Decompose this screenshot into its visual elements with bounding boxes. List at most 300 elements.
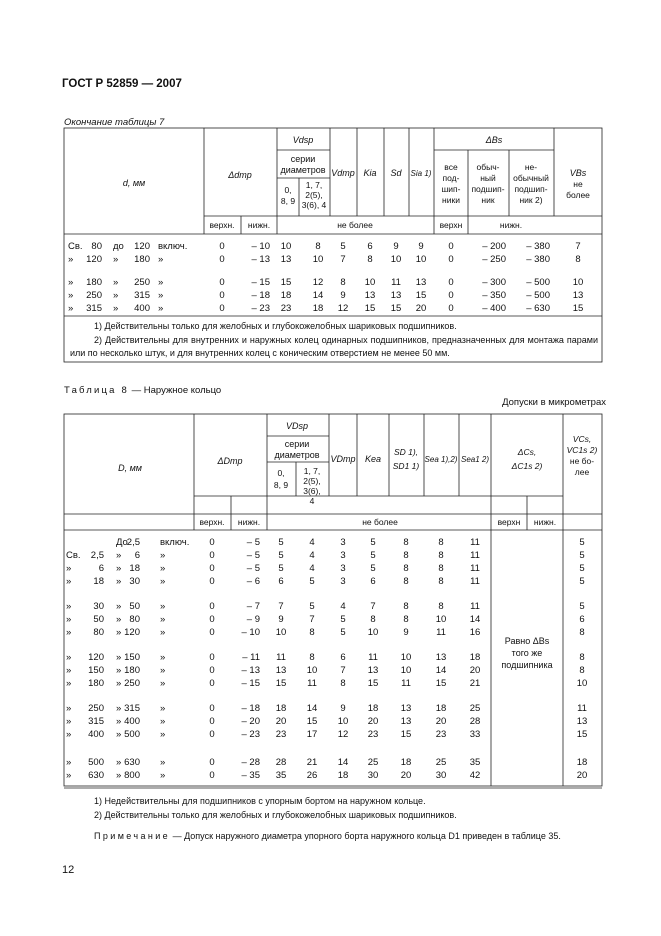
t8-cell-r3-c3: 30	[129, 576, 140, 587]
t8-cell-r12-c2: »	[116, 729, 122, 740]
t8-cell-r13-c1: 500	[88, 757, 104, 768]
t8-vcs-4: лее	[574, 467, 590, 477]
t8-cell-r7-c4: »	[160, 652, 166, 663]
t8-cell-r5-c8: 7	[309, 614, 315, 625]
t7-cell-r4-c3: 400	[134, 303, 150, 314]
t7-cell-r1-c2: »	[113, 254, 119, 265]
t7-neobych-4: ник 2)	[519, 195, 543, 205]
t8-cell-r5-c2: »	[116, 614, 122, 625]
t8-cell-r5-c0: »	[66, 614, 72, 625]
t8-cell-r10-c8: 14	[306, 703, 318, 714]
t8-cell-r8-c13: 20	[469, 665, 481, 676]
t7-cell-r0-c8: 8	[315, 241, 321, 252]
t7-cell-r2-c11: 11	[391, 277, 401, 288]
t7-cell-r4-c0: »	[68, 303, 74, 314]
t8-cell-r1-c9: 3	[340, 550, 346, 561]
t8-cell-r8-c7: 13	[275, 665, 287, 676]
t8-cell-r10-c10: 18	[367, 703, 379, 714]
t8-cell-r11-c10: 20	[367, 716, 379, 727]
t8-cell-r2-c0: »	[66, 563, 72, 574]
t7-sd: Sd	[390, 168, 402, 178]
t8-cell-r6-c3: 120	[124, 627, 140, 638]
t7-cell-r4-c12: 20	[415, 303, 427, 314]
t8-cell-r2-c14: 5	[579, 563, 585, 574]
t8-cell-r14-c3: 800	[124, 770, 140, 781]
t7-verkhn: верхн.	[209, 220, 235, 230]
t8-cell-r2-c2: »	[116, 563, 122, 574]
t8-cell-r13-c6: – 28	[241, 757, 260, 768]
t7-vse-1: все	[444, 162, 458, 172]
t8-cell-r7-c9: 6	[340, 652, 346, 663]
t7-cell-r0-c11: 9	[393, 241, 399, 252]
t8-cell-r9-c13: 21	[469, 678, 481, 689]
t8-cell-r0-c4: включ.	[160, 537, 190, 548]
t8-cell-r12-c12: 23	[435, 729, 447, 740]
t8-cell-r10-c5: 0	[209, 703, 215, 714]
t7-cell-r0-c14: – 200	[482, 241, 506, 252]
t8-cell-r6-c12: 11	[436, 627, 446, 638]
t7-cell-r3-c7: 18	[280, 290, 292, 301]
page-header: ГОСТ Р 52859 — 2007	[62, 78, 182, 90]
t7-vse-3: шип-	[441, 184, 461, 194]
t8-cell-r3-c6: – 6	[246, 576, 260, 587]
t8-cell-r14-c8: 26	[306, 770, 318, 781]
t8-series-b1: 1, 7,	[303, 466, 321, 476]
t8-cell-r1-c10: 5	[370, 550, 376, 561]
t8-cell-r4-c3: 50	[129, 601, 140, 612]
t8-cell-r11-c12: 20	[435, 716, 447, 727]
t8-cell-r7-c13: 18	[469, 652, 481, 663]
t8-cell-r6-c10: 10	[367, 627, 379, 638]
t7-cell-r0-c12: 9	[418, 241, 424, 252]
t8-vdsp: VDsp	[285, 421, 309, 431]
t7-cell-r0-c4: включ.	[158, 241, 188, 252]
t8-cell-r9-c11: 11	[401, 678, 411, 689]
t8-note	[70, 830, 598, 843]
t8-verkhn2: верхн	[497, 517, 521, 527]
t7-cell-r2-c6: – 15	[251, 277, 270, 288]
t7-cell-r3-c14: – 350	[482, 290, 506, 301]
t8-cell-r7-c14: 8	[579, 652, 585, 663]
t8-cell-r12-c7: 23	[275, 729, 287, 740]
t8-series-1: серии	[284, 439, 310, 449]
t7-series-2: диаметров	[280, 165, 326, 175]
t8-cell-r1-c8: 4	[309, 550, 315, 561]
t7-delta-bs: ΔBs	[485, 135, 503, 145]
t8-cell-r11-c14: 13	[576, 716, 588, 727]
t8-cell-r4-c14: 5	[579, 601, 585, 612]
t7-nizhn2: нижн.	[499, 220, 523, 230]
t7-cell-r3-c6: – 18	[251, 290, 270, 301]
t8-vcs-2: VC1s 2)	[566, 445, 598, 455]
t8-cell-r2-c8: 4	[309, 563, 315, 574]
t8-cell-r11-c7: 20	[275, 716, 287, 727]
t8-cell-r9-c5: 0	[209, 678, 215, 689]
t7-footnote-1: 1) Действительны только для желобных и глубокожелобных шариковых подшипников.	[94, 321, 457, 331]
t7-neobych-1: не-	[524, 162, 538, 172]
t8-cell-r13-c7: 28	[275, 757, 287, 768]
t8-vcs-3: не бо-	[569, 456, 595, 466]
t8-cell-r11-c11: 13	[400, 716, 412, 727]
t7-cell-r3-c5: 0	[219, 290, 225, 301]
t8-cell-r3-c11: 8	[403, 576, 409, 587]
t8-cell-r14-c13: 42	[469, 770, 481, 781]
t8-cell-r14-c9: 18	[337, 770, 349, 781]
t7-neobych-2: обычный	[513, 173, 549, 183]
t8-cell-r12-c5: 0	[209, 729, 215, 740]
t8-cell-r4-c10: 7	[370, 601, 376, 612]
t7-footnote-2: 2) Действительны для внутренних и наружных колец одинарных подшипников, предназначенных для монтажа парами или по несколько штук, и для внутренних колец с коническим отверстием не менее 50 мм.	[70, 335, 598, 358]
table8-body	[66, 537, 587, 781]
t8-cell-r1-c5: 0	[209, 550, 215, 561]
t8-cell-r5-c12: 10	[435, 614, 447, 625]
t7-cell-r1-c4: »	[158, 254, 164, 265]
t7-cell-r4-c9: 12	[337, 303, 349, 314]
t8-cell-r0-c6: – 5	[246, 537, 260, 548]
t8-cell-r11-c8: 15	[306, 716, 318, 727]
t7-cell-r1-c3: 180	[134, 254, 150, 265]
t7-vdsp: Vdsp	[292, 135, 314, 145]
t7-cell-r3-c12: 15	[415, 290, 427, 301]
t7-cell-r1-c11: 10	[390, 254, 402, 265]
t8-series-b3: 3(6),	[303, 486, 321, 496]
t8-cell-r10-c2: »	[116, 703, 122, 714]
t8-equal-2: того же	[511, 648, 543, 658]
t8-cell-r8-c12: 14	[435, 665, 447, 676]
t8-cell-r8-c9: 7	[340, 665, 346, 676]
t8-cell-r4-c12: 8	[438, 601, 444, 612]
t8-delta-dmp: ΔDmp	[217, 456, 243, 466]
t8-cell-r1-c11: 8	[403, 550, 409, 561]
t8-cell-r10-c7: 18	[275, 703, 287, 714]
t7-cell-r0-c6: – 10	[251, 241, 270, 252]
t7-neobych-3: подшип-	[514, 184, 548, 194]
t8-cell-r14-c2: »	[116, 770, 122, 781]
t8-cell-r8-c4: »	[160, 665, 166, 676]
t8-delta-cs-2: ΔC1s 2)	[511, 461, 543, 471]
t7-vse-4: ники	[442, 195, 460, 205]
t8-cell-r6-c7: 10	[275, 627, 287, 638]
t8-cell-r5-c3: 80	[129, 614, 140, 625]
t8-cell-r8-c8: 10	[306, 665, 318, 676]
t8-cell-r1-c7: 5	[278, 550, 284, 561]
t7-cell-r0-c5: 0	[219, 241, 225, 252]
t8-cell-r14-c1: 630	[88, 770, 104, 781]
t8-cell-r4-c13: 11	[470, 601, 480, 612]
t8-cell-r6-c1: 80	[93, 627, 104, 638]
t7-series-b1: 1, 7,	[305, 180, 323, 190]
t7-cell-r0-c15: – 380	[526, 241, 550, 252]
t8-cell-r9-c9: 8	[340, 678, 346, 689]
t7-cell-r0-c13: 0	[448, 241, 454, 252]
t8-cell-r7-c5: 0	[209, 652, 215, 663]
t7-vbs-1: VBs	[569, 168, 587, 178]
t8-cell-r2-c11: 8	[403, 563, 409, 574]
t7-cell-r1-c10: 8	[367, 254, 373, 265]
t7-cell-r0-c16: 7	[575, 241, 581, 252]
t8-cell-r6-c13: 16	[469, 627, 481, 638]
t7-cell-r0-c10: 6	[367, 241, 373, 252]
t7-series-b3: 3(6), 4	[301, 200, 327, 210]
t8-cell-r0-c11: 8	[403, 537, 409, 548]
t8-cell-r13-c3: 630	[124, 757, 140, 768]
t8-cell-r3-c8: 5	[309, 576, 315, 587]
t7-cell-r0-c3: 120	[134, 241, 150, 252]
t8-cell-r7-c11: 10	[400, 652, 412, 663]
t8-cell-r1-c6: – 5	[246, 550, 260, 561]
t8-cell-r10-c13: 25	[469, 703, 481, 714]
t8-equal-1: Равно ΔBs	[504, 636, 550, 646]
t7-vbs-2: не	[573, 179, 583, 189]
t7-cell-r1-c6: – 13	[251, 254, 270, 265]
t8-cell-r12-c0: »	[66, 729, 72, 740]
t7-vdmp: Vdmp	[331, 168, 355, 178]
t7-obych-3: подшип-	[471, 184, 505, 194]
t8-cell-r6-c0: »	[66, 627, 72, 638]
t8-cell-r2-c9: 3	[340, 563, 346, 574]
t7-obych-4: ник	[481, 195, 495, 205]
t8-cell-r13-c8: 21	[306, 757, 318, 768]
t7-cell-r1-c16: 8	[575, 254, 581, 265]
t7-cell-r4-c4: »	[158, 303, 164, 314]
t8-cell-r9-c2: »	[116, 678, 122, 689]
t7-cell-r2-c14: – 300	[482, 277, 506, 288]
t7-cell-r4-c1: 315	[86, 303, 102, 314]
t8-note-text: — Допуск наружного диаметра упорного борта наружного кольца D1 приведен в таблице 35.	[170, 831, 561, 841]
t8-cell-r14-c7: 35	[275, 770, 287, 781]
t8-cell-r12-c3: 500	[124, 729, 140, 740]
t8-cell-r13-c13: 35	[469, 757, 481, 768]
t8-cell-r12-c4: »	[160, 729, 166, 740]
t8-cell-r2-c4: »	[160, 563, 166, 574]
t8-sd-2: SD1 1)	[392, 461, 420, 471]
t8-footnote-2: 2) Действительны только для желобных и глубокожелобных шариковых подшипников.	[94, 810, 457, 820]
t8-cell-r13-c10: 25	[367, 757, 379, 768]
t7-cell-r0-c7: 10	[280, 241, 292, 252]
t7-cell-r4-c2: »	[113, 303, 119, 314]
t8-cell-r13-c12: 25	[435, 757, 447, 768]
t7-cell-r1-c9: 7	[340, 254, 346, 265]
t8-verkhn: верхн.	[199, 517, 225, 527]
t8-cell-r10-c6: – 18	[241, 703, 260, 714]
t7-cell-r2-c15: – 500	[526, 277, 550, 288]
t8-kea: Kea	[364, 454, 382, 464]
t7-ne-bolee: не более	[337, 220, 373, 230]
t8-cell-r5-c1: 50	[93, 614, 104, 625]
t8-cell-r2-c5: 0	[209, 563, 215, 574]
table8-caption-suffix: — Наружное кольцо	[128, 385, 222, 396]
t8-cell-r3-c10: 6	[370, 576, 376, 587]
t8-cell-r14-c5: 0	[209, 770, 215, 781]
t8-cell-r0-c2: До	[116, 537, 128, 548]
t7-cell-r2-c5: 0	[219, 277, 225, 288]
t8-vcs-1: VCs,	[572, 434, 592, 444]
table7-caption: Окончание таблицы 7	[64, 117, 165, 128]
t8-cell-r0-c12: 8	[438, 537, 444, 548]
t8-nizhn2: нижн.	[533, 517, 557, 527]
t7-series-a2: 8, 9	[280, 196, 296, 206]
t8-cell-r0-c14: 5	[579, 537, 585, 548]
t7-vse-2: под-	[442, 173, 460, 183]
t7-cell-r1-c14: – 250	[482, 254, 506, 265]
page-number: 12	[62, 864, 75, 876]
t8-cell-r1-c14: 5	[579, 550, 585, 561]
t8-cell-r3-c1: 18	[93, 576, 104, 587]
t7-cell-r3-c3: 315	[134, 290, 150, 301]
t8-cell-r12-c10: 23	[367, 729, 379, 740]
t8-cell-r6-c11: 9	[403, 627, 409, 638]
t8-cell-r5-c5: 0	[209, 614, 215, 625]
t8-cell-r12-c9: 12	[337, 729, 349, 740]
t7-cell-r2-c16: 10	[572, 277, 584, 288]
t8-cell-r9-c4: »	[160, 678, 166, 689]
t8-cell-r6-c14: 8	[579, 627, 585, 638]
t7-cell-r0-c1: 80	[91, 241, 102, 252]
t8-cell-r10-c1: 250	[88, 703, 104, 714]
t7-cell-r0-c0: Св.	[68, 241, 83, 252]
t8-cell-r4-c11: 8	[403, 601, 409, 612]
t7-d-label: d, мм	[122, 178, 146, 188]
t8-cell-r2-c6: – 5	[246, 563, 260, 574]
t8-series-b2: 2(5),	[303, 476, 321, 486]
t8-cell-r9-c7: 15	[275, 678, 287, 689]
t7-cell-r4-c10: 15	[364, 303, 376, 314]
t8-cell-r10-c9: 9	[340, 703, 346, 714]
t8-cell-r6-c2: »	[116, 627, 122, 638]
t7-cell-r1-c12: 10	[415, 254, 427, 265]
t8-cell-r7-c8: 8	[309, 652, 315, 663]
t7-cell-r4-c14: – 400	[482, 303, 506, 314]
t8-cell-r1-c4: »	[160, 550, 166, 561]
t7-cell-r4-c15: – 630	[526, 303, 550, 314]
t8-cell-r12-c8: 17	[306, 729, 318, 740]
t7-cell-r3-c4: »	[158, 290, 164, 301]
t8-cell-r12-c14: 15	[576, 729, 588, 740]
t8-cell-r13-c14: 18	[576, 757, 588, 768]
t8-cell-r2-c10: 5	[370, 563, 376, 574]
t8-cell-r5-c11: 8	[403, 614, 409, 625]
t7-cell-r4-c5: 0	[219, 303, 225, 314]
t7-cell-r3-c16: 13	[572, 290, 584, 301]
t8-cell-r13-c5: 0	[209, 757, 215, 768]
t8-cell-r10-c11: 13	[400, 703, 412, 714]
t8-cell-r9-c8: 11	[307, 678, 317, 689]
t7-cell-r1-c8: 10	[312, 254, 324, 265]
t8-cell-r4-c5: 0	[209, 601, 215, 612]
t8-cell-r10-c3: 315	[124, 703, 140, 714]
t7-cell-r2-c4: »	[158, 277, 164, 288]
t8-cell-r2-c3: 18	[129, 563, 140, 574]
t8-cell-r3-c12: 8	[438, 576, 444, 587]
t7-cell-r3-c2: »	[113, 290, 119, 301]
t8-cell-r7-c7: 11	[276, 652, 286, 663]
t8-cell-r6-c9: 5	[340, 627, 346, 638]
t8-nizhn: нижн.	[237, 517, 261, 527]
t8-cell-r9-c12: 15	[435, 678, 447, 689]
t8-cell-r3-c4: »	[160, 576, 166, 587]
t8-cell-r11-c9: 10	[337, 716, 349, 727]
t8-cell-r8-c1: 150	[88, 665, 104, 676]
t7-cell-r4-c6: – 23	[251, 303, 270, 314]
t7-cell-r2-c13: 0	[448, 277, 454, 288]
t8-cell-r6-c4: »	[160, 627, 166, 638]
t8-cell-r2-c7: 5	[278, 563, 284, 574]
t8-cell-r5-c6: – 9	[246, 614, 260, 625]
t7-cell-r1-c5: 0	[219, 254, 225, 265]
t7-cell-r3-c11: 13	[390, 290, 402, 301]
t8-cell-r11-c5: 0	[209, 716, 215, 727]
t8-cell-r1-c12: 8	[438, 550, 444, 561]
t7-cell-r3-c13: 0	[448, 290, 454, 301]
t8-equal-3: подшипника	[501, 660, 553, 670]
t7-vbs-3: более	[566, 190, 590, 200]
t7-cell-r1-c7: 13	[280, 254, 292, 265]
t8-cell-r11-c13: 28	[469, 716, 481, 727]
t8-cell-r1-c13: 11	[470, 550, 480, 561]
t7-cell-r3-c1: 250	[86, 290, 102, 301]
t8-cell-r10-c14: 11	[577, 703, 587, 714]
t7-cell-r2-c8: 12	[312, 277, 324, 288]
t8-cell-r13-c4: »	[160, 757, 166, 768]
t8-cell-r8-c0: »	[66, 665, 72, 676]
t8-cell-r13-c2: »	[116, 757, 122, 768]
t8-ne-bolee: не более	[362, 517, 398, 527]
t8-cell-r6-c5: 0	[209, 627, 215, 638]
t7-kia: Kia	[363, 168, 377, 178]
t8-footnote-1: 1) Недействительны для подшипников с упорным бортом на наружном кольце.	[94, 796, 426, 806]
t8-cell-r1-c0: Св.	[66, 550, 81, 561]
t7-cell-r4-c8: 18	[312, 303, 324, 314]
t7-delta-dmp: Δdmp	[228, 170, 252, 180]
t8-cell-r12-c11: 15	[400, 729, 412, 740]
t8-cell-r6-c8: 8	[309, 627, 315, 638]
t7-series-1: серии	[290, 154, 316, 164]
t7-cell-r2-c1: 180	[86, 277, 102, 288]
t8-cell-r3-c5: 0	[209, 576, 215, 587]
t8-cell-r1-c3: 6	[134, 550, 140, 561]
t8-cell-r8-c14: 8	[579, 665, 585, 676]
t8-cell-r4-c8: 5	[309, 601, 315, 612]
t7-cell-r4-c7: 23	[280, 303, 292, 314]
t8-cell-r4-c6: – 7	[246, 601, 260, 612]
t8-d-label: D, мм	[118, 463, 142, 473]
t8-cell-r1-c1: 2,5	[90, 550, 104, 561]
t7-cell-r3-c10: 13	[364, 290, 376, 301]
t8-cell-r11-c6: – 20	[241, 716, 260, 727]
t8-cell-r14-c10: 30	[367, 770, 379, 781]
t7-cell-r1-c0: »	[68, 254, 74, 265]
t7-cell-r0-c9: 5	[340, 241, 346, 252]
t8-cell-r0-c3: 2,5	[126, 537, 140, 548]
t8-cell-r11-c2: »	[116, 716, 122, 727]
t8-cell-r0-c7: 5	[278, 537, 284, 548]
t8-cell-r1-c2: »	[116, 550, 122, 561]
t8-cell-r8-c5: 0	[209, 665, 215, 676]
t7-sia: Sia 1)	[410, 169, 432, 178]
t8-cell-r7-c12: 13	[435, 652, 447, 663]
t7-cell-r0-c2: до	[113, 241, 124, 252]
t8-cell-r9-c0: »	[66, 678, 72, 689]
t8-cell-r14-c11: 20	[400, 770, 412, 781]
t8-cell-r0-c5: 0	[209, 537, 215, 548]
t7-verkhn2: верхн	[439, 220, 463, 230]
t7-cell-r2-c10: 10	[364, 277, 376, 288]
t7-cell-r2-c3: 250	[134, 277, 150, 288]
t8-cell-r8-c3: 180	[124, 665, 140, 676]
t7-cell-r2-c12: 13	[415, 277, 427, 288]
t8-cell-r9-c10: 15	[367, 678, 379, 689]
t8-cell-r4-c1: 30	[93, 601, 104, 612]
